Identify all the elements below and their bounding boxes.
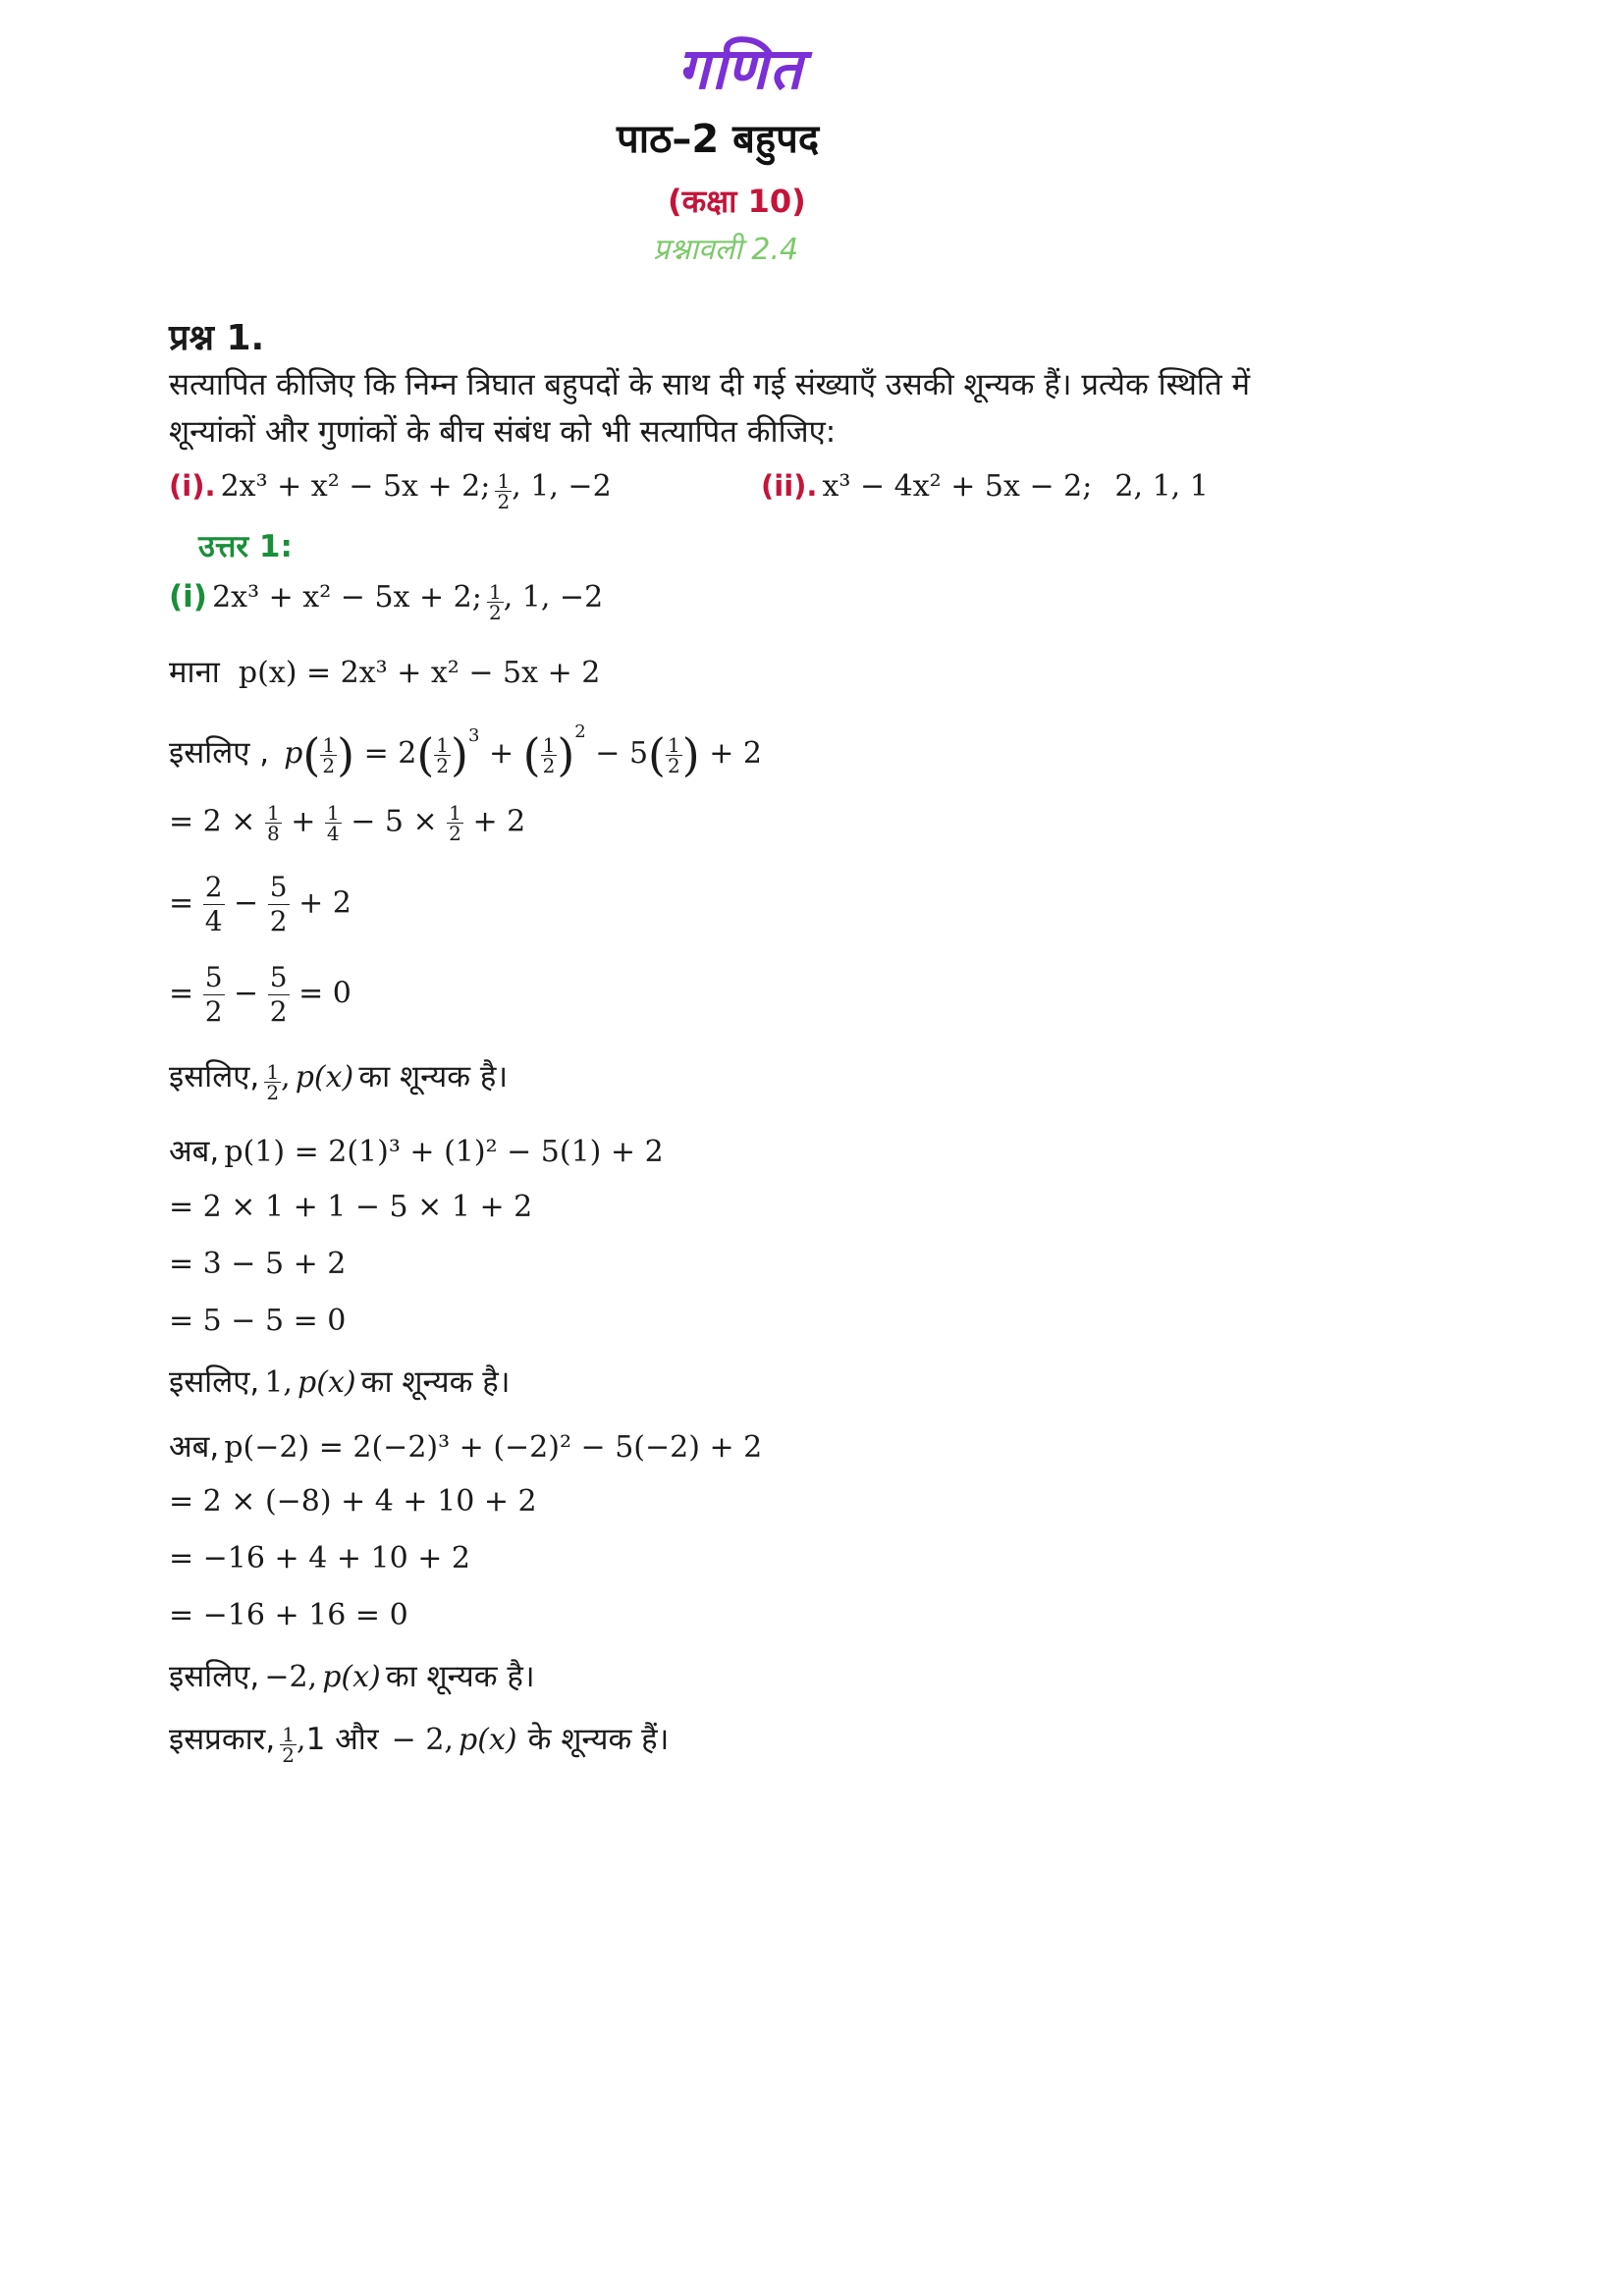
p-minus-two-line [169, 1425, 762, 1467]
part-i-label: (i). [169, 469, 216, 503]
exercise-label: प्रश्नावली 2.4 [653, 233, 799, 267]
fraction-half: $\frac{1}{2}$ [488, 580, 502, 624]
half-conclusion-pre: इसलिए, [169, 1059, 260, 1095]
final-mid1: 1 और [305, 1722, 379, 1757]
m2-conclusion-px: p(x) [322, 1660, 381, 1694]
one-step-4: = 5 − 5 = 0 [169, 1304, 347, 1338]
answer-heading: उत्तर 1: [198, 529, 293, 564]
one-conclusion [169, 1361, 510, 1402]
question-text-line2: शून्यांकों और गुणांकों के बीच संबंध को भी सत्यापित कीजिए: [169, 414, 837, 450]
m2-conclusion-pre: इसलिए, [169, 1659, 260, 1694]
answer-part-i-polynomial: 2x³ + x² − 5x + 2; [212, 580, 482, 614]
part-i-polynomial: 2x³ + x² − 5x + 2; [220, 469, 491, 504]
m2-conclusion [169, 1655, 535, 1696]
final-px: p(x) [459, 1723, 517, 1757]
question-part-i [169, 469, 612, 511]
half-conclusion: इसलिए, $\frac{1}{2}$ , p(x) का शून्यक है। [169, 1059, 509, 1104]
therefore-word: इसलिए , [169, 735, 270, 771]
p-half-line [169, 721, 762, 781]
let-line [169, 651, 600, 692]
p-one-expression: p(1) = 2(1)³ + (1)² − 5(1) + 2 [224, 1135, 664, 1169]
part-i-zeros: , 1, −2 [512, 469, 612, 504]
one-conclusion-px: p(x) [298, 1365, 356, 1400]
subject-title: गणित [677, 35, 804, 102]
m2-conclusion-post: का शून्यक है। [385, 1659, 535, 1694]
one-conclusion-post: का शून्यक है। [360, 1364, 511, 1400]
question-part-ii [761, 469, 1209, 504]
let-word: माना [169, 655, 220, 690]
p-minus-two-pre: अब, [169, 1429, 220, 1465]
one-conclusion-pre: इसलिए, [169, 1364, 260, 1400]
final-post: के शून्यक हैं। [527, 1722, 670, 1757]
m2-step-3: = −16 + 4 + 10 + 2 [169, 1541, 470, 1575]
p-half-expression: p( $\frac{1}{2}$ ) = 2( $\frac{1}{2}$ )$^3$ + ( $\frac{1}{2}$ )$^2$ − 5( $\frac{1}{2}$ ) + 2 [284, 721, 762, 781]
answer-part-i [169, 579, 603, 622]
half-conclusion-px: p(x) [295, 1060, 354, 1095]
answer-part-i-zeros: , 1, −2 [503, 580, 604, 614]
p-minus-two-expression: p(−2) = 2(−2)³ + (−2)² − 5(−2) + 2 [224, 1430, 763, 1465]
one-step-3: = 3 − 5 + 2 [169, 1247, 347, 1281]
one-conclusion-value: 1, [264, 1365, 293, 1400]
part-ii-polynomial: x³ − 4x² + 5x − 2; [822, 469, 1093, 504]
let-expression: p(x) = 2x³ + x² − 5x + 2 [238, 656, 601, 690]
fraction-half: $\frac{1}{2}$ [266, 1060, 280, 1104]
final-conclusion: इसप्रकार, $\frac{1}{2}$ ,1 और − 2, p(x) के शून्यक हैं। [169, 1722, 670, 1767]
answer-part-i-label: (i) [169, 579, 207, 614]
class-label: (कक्षा 10) [668, 183, 806, 220]
chapter-title: पाठ–2 बहुपद [617, 117, 820, 162]
m2-step-4: = −16 + 16 = 0 [169, 1598, 408, 1632]
m2-step-2: = 2 × (−8) + 4 + 10 + 2 [169, 1484, 537, 1519]
p-one-pre: अब, [169, 1134, 220, 1169]
fraction-half: $\frac{1}{2}$ [282, 1723, 296, 1767]
fraction-half: $\frac{1}{2}$ [497, 469, 511, 513]
part-ii-label: (ii). [761, 469, 818, 503]
m2-conclusion-value: −2, [264, 1660, 318, 1694]
one-step-2: = 2 × 1 + 1 − 5 × 1 + 2 [169, 1190, 533, 1224]
question-text-line1: सत्यापित कीजिए कि निम्न त्रिघात बहुपदों के साथ दी गई संख्याएँ उसकी शून्यक हैं। प्रत्येक स्थिति में [169, 367, 1251, 402]
question-heading: प्रश्न 1. [169, 318, 265, 358]
p-one-line [169, 1130, 664, 1171]
half-step-4: = $\frac{5}{2}$ − $\frac{5}{2}$ = 0 [169, 961, 352, 1028]
half-step-2: = 2 × $\frac{1}{8}$ + $\frac{1}{4}$ − 5 × $\frac{1}{2}$ + 2 [169, 801, 526, 845]
half-conclusion-post: का शून्यक है। [358, 1059, 509, 1095]
part-ii-zeros: 2, 1, 1 [1114, 469, 1209, 504]
final-mid2: − 2, [391, 1723, 454, 1757]
final-pre: इसप्रकार, [169, 1722, 276, 1757]
half-step-3: = $\frac{2}{4}$ − $\frac{5}{2}$ + 2 [169, 871, 352, 937]
